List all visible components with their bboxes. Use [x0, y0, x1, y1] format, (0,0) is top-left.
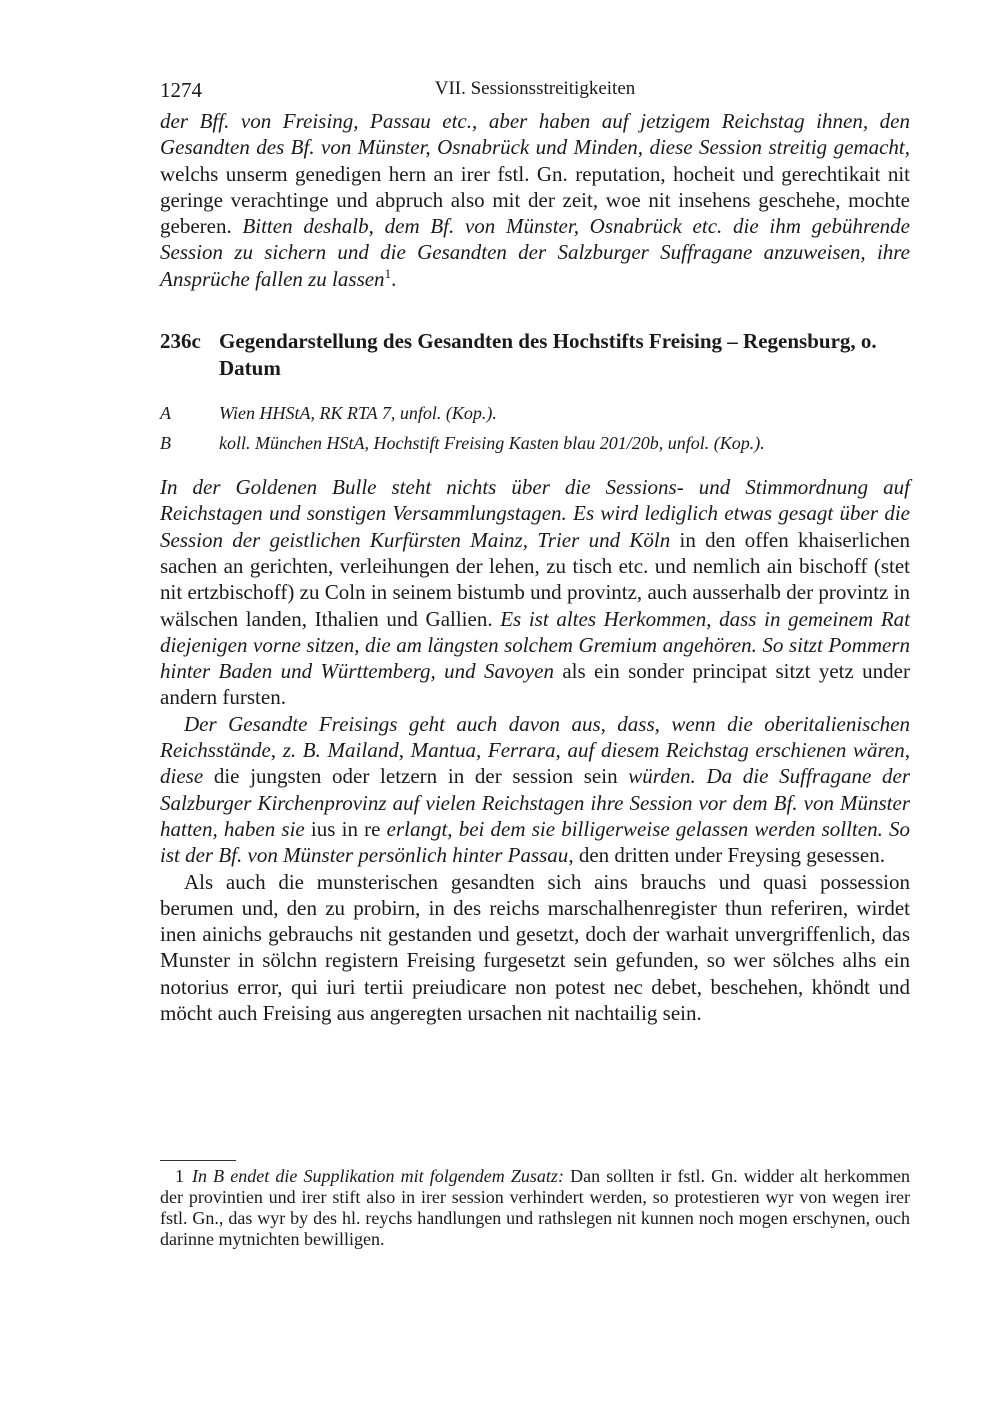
intro-end: .	[391, 266, 397, 291]
p1-italic-2: Es ist altes Herkommen, dass in gemeinem Rat diejenigen vorne sitzen, die am längsten solchem Gremium angehören. So sitzt Pommern hinter Baden und Württemberg, und Savoyen	[160, 606, 910, 684]
intro-italic-2: Bitten deshalb, dem Bf. von Münster, Osnabrück etc. die ihm gebührende Session zu sichern und die Gesandten der Salzburger Suffragane anzuweisen, ihre Ansprüche fallen zu lassen	[160, 214, 910, 291]
section-title: Gegendarstellung des Gesandten des Hochstifts Freising – Regensburg, o. Datum	[219, 329, 877, 381]
source-list	[160, 398, 910, 458]
p1-roman-2: als ein sonder principat sitzt yetz under andern fursten.	[160, 659, 910, 710]
source-entry	[160, 398, 910, 428]
source-siglum: B	[160, 433, 171, 454]
source-text: Wien HHStA, RK RTA 7, unfol. (Kop.).	[219, 403, 497, 424]
section-heading	[160, 328, 910, 382]
footnote	[160, 1166, 910, 1250]
body-paragraph-2	[160, 711, 910, 869]
p3-text: Als auch die munsterischen gesandten sich ains brauchs und quasi possession berumen und, den zu probirn, in des reichs marschalhenregister thun referiren, wirdet inen ainichs gebrauchs nit gestanden und gesetzt, doch der warhait unvergriffenlich, das Munster in sölchn registern Freising furgesetzt sein gefunden, so wer sölches alhs ein notorius error, qui iuri tertii preiudicare non potest nec debet, beschehen, khöndt und möcht auch Freising aus angeregten ursachen nit nachtailig sein.	[160, 869, 910, 1026]
p2-roman-3: , den dritten under Freysing gesessen.	[568, 843, 885, 868]
p1-italic-1: In der Goldenen Bulle steht nichts über die Sessions- und Stimmordnung auf Reichstagen und sonstigen Versammlungstagen. Es wird lediglich etwas gesagt über die Session der geistlichen Kurfürsten Mainz, Trier und Köln	[160, 475, 910, 552]
source-entry	[160, 428, 910, 458]
p2-roman-1: die jungsten oder letzern in der session sein	[203, 764, 629, 789]
intro-roman-1: welchs unserm genedigen hern an irer fstl. Gn. reputation, hocheit und gerechtikait nit geringe verachtinge und abpruch also mit der zeit, woe nit insehens geschehe, mochte geberen.	[160, 161, 910, 239]
footnote-italic: In B endet die Supplikation mit folgendem Zusatz:	[192, 1166, 564, 1186]
p1-roman-1: in den offen khaiserlichen sachen an gerichten, verleihungen der lehen, zu tisch etc. und nemlich ain bischoff (stet nit ertzbischoff) zu Coln in seinem bistumb und provintz, auch ausserhalb der provintz in wälschen landen, Ithalien und Gallien.	[160, 527, 910, 631]
p2-italic-1: Der Gesandte Freisings geht auch davon aus, dass, wenn die oberitalienischen Reichsstände, z. B. Mailand, Mantua, Ferrara, auf diesem Reichstag erschienen wären, diese	[160, 711, 910, 789]
page-number: 1274	[160, 78, 202, 102]
body-paragraph-3	[160, 869, 910, 1027]
footnote-marker: 1	[175, 1166, 184, 1186]
source-siglum: A	[160, 403, 171, 424]
footnote-text: Dan sollten ir fstl. Gn. widder alt herkommen der provintien und irer stift also in irer session verhindert werden, so protestieren wyr von wegen irer fstl. Gn., das wyr by des hl. reychs handlungen und rathslegen nit kunnen noch mogen erschynen, ouch darinne mytnichten bewilligen.	[160, 1166, 910, 1249]
body-paragraph-1	[160, 474, 910, 711]
intro-italic-1: der Bff. von Freising, Passau etc., aber haben auf jetzigem Reichstag ihnen, den Gesandten des Bf. von Münster, Osnabrück und Minden, diese Session streitig gemacht,	[160, 109, 910, 160]
page-header	[160, 78, 910, 108]
p2-roman-2: ius in re	[304, 816, 387, 841]
p2-italic-2: würden. Da die Suffragane der Salzburger Kirchenprovinz auf vielen Reichstagen ihre Session vor dem Bf. von Münster hatten, haben sie	[160, 764, 910, 841]
p2-italic-3: erlangt, bei dem sie billigerweise gelassen werden sollten. So ist der Bf. von Münster persönlich hinter Passau	[160, 816, 911, 868]
running-title: VII. Sessionsstreitigkeiten	[434, 78, 636, 99]
footnote-rule	[160, 1160, 236, 1161]
page	[160, 78, 910, 1026]
footnote-reference[interactable]: 1	[384, 265, 392, 281]
source-text: koll. München HStA, Hochstift Freising Kasten blau 201/20b, unfol. (Kop.).	[219, 433, 765, 454]
section-number: 236c	[160, 329, 201, 354]
intro-paragraph	[160, 108, 910, 292]
